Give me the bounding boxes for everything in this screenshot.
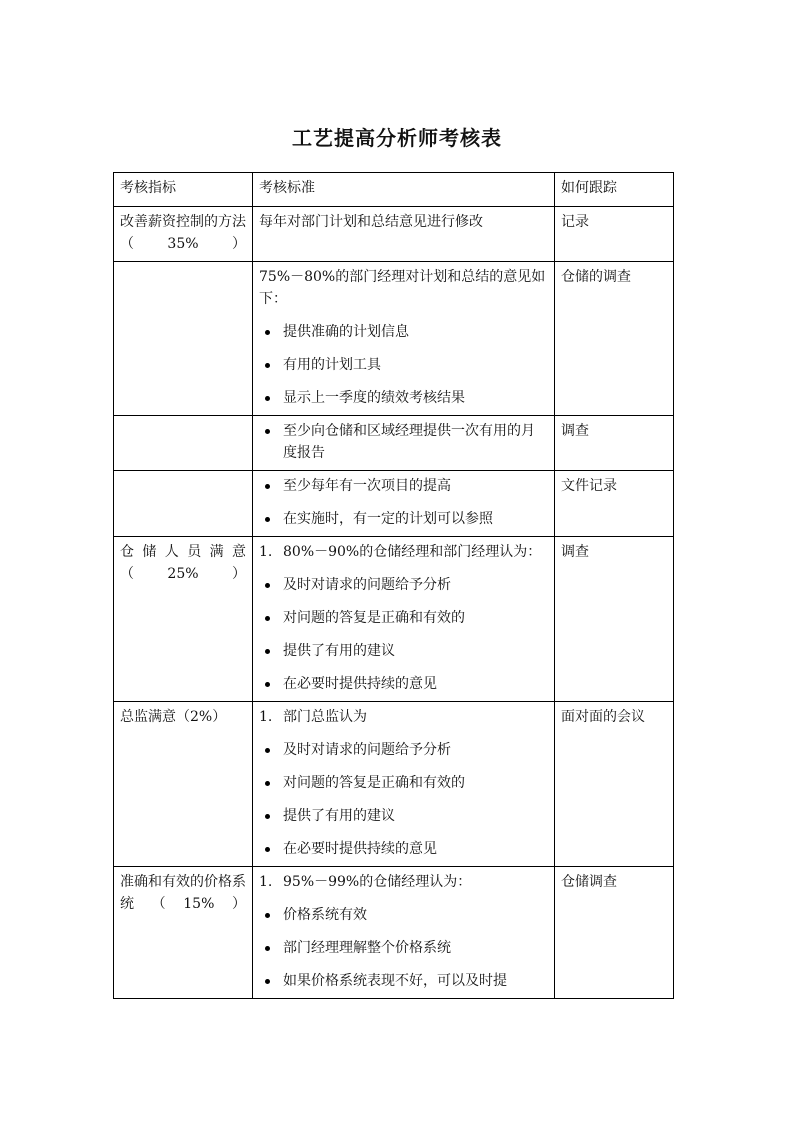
indicator-text: 改善薪资控制的方法（35%） [120, 214, 246, 252]
item-text: 95%－99%的仓储经理认为： [283, 874, 472, 890]
list-item: 显示上一季度的绩效考核结果 [259, 387, 548, 409]
table-row [114, 207, 674, 262]
list-item: 提供了有用的建议 [259, 805, 548, 827]
list-item: 对问题的答复是正确和有效的 [259, 772, 548, 794]
indicator-text: 准确和有效的价格系统（15%） [120, 874, 246, 912]
standard-text: 75%－80%的部门经理对计划和总结的意见如下： [259, 269, 546, 307]
standard-cell [253, 262, 555, 416]
table-row [114, 867, 674, 999]
indicator-cell [114, 207, 253, 262]
standard-cell [253, 471, 555, 537]
bullet-list [259, 739, 548, 860]
list-item: 价格系统有效 [259, 904, 548, 926]
list-item: 及时对请求的问题给予分析 [259, 739, 548, 761]
bullet-list [259, 574, 548, 695]
indicator-cell: 总监满意（2%） [114, 702, 253, 867]
standard-cell [253, 416, 555, 471]
standard-text: 每年对部门计划和总结意见进行修改 [259, 214, 483, 230]
indicator-cell [114, 471, 253, 537]
page-title: 工艺提高分析师考核表 [292, 126, 502, 150]
list-item: 至少向仓储和区域经理提供一次有用的月度报告 [259, 420, 548, 464]
indicator-text: 仓储人员满意（25%） [120, 544, 246, 582]
list-item: 至少每年有一次项目的提高 [259, 475, 548, 497]
evaluation-table [113, 172, 674, 999]
list-item: 部门经理理解整个价格系统 [259, 937, 548, 959]
item-number: 1. [259, 874, 273, 890]
tracking-cell: 记录 [555, 207, 674, 262]
list-item: 在必要时提供持续的意见 [259, 838, 548, 860]
item-number: 1. [259, 709, 273, 725]
standard-cell [253, 867, 555, 999]
table-row [114, 262, 674, 416]
table-row [114, 416, 674, 471]
tracking-cell: 仓储调查 [555, 867, 674, 999]
list-item: 提供准确的计划信息 [259, 321, 548, 343]
tracking-cell: 文件记录 [555, 471, 674, 537]
table-row [114, 537, 674, 702]
tracking-cell: 面对面的会议 [555, 702, 674, 867]
bullet-list [259, 475, 548, 530]
indicator-cell [114, 262, 253, 416]
list-item: 及时对请求的问题给予分析 [259, 574, 548, 596]
standard-cell [253, 702, 555, 867]
bullet-list [259, 420, 548, 464]
list-item: 如果价格系统表现不好，可以及时提 [259, 970, 548, 992]
bullet-list [259, 321, 548, 409]
indicator-cell [114, 867, 253, 999]
tracking-cell: 调查 [555, 537, 674, 702]
header-tracking: 如何跟踪 [555, 173, 674, 207]
table-header-row [114, 173, 674, 207]
tracking-cell: 仓储的调查 [555, 262, 674, 416]
numbered-item [259, 871, 548, 893]
indicator-cell [114, 537, 253, 702]
bullet-list [259, 904, 548, 992]
table-row [114, 471, 674, 537]
item-text: 部门总监认为 [283, 709, 367, 725]
header-indicator: 考核指标 [114, 173, 253, 207]
list-item: 在必要时提供持续的意见 [259, 673, 548, 695]
item-number: 1. [259, 544, 273, 560]
indicator-cell [114, 416, 253, 471]
tracking-cell: 调查 [555, 416, 674, 471]
list-item: 有用的计划工具 [259, 354, 548, 376]
standard-cell [253, 207, 555, 262]
numbered-item [259, 706, 548, 728]
list-item: 提供了有用的建议 [259, 640, 548, 662]
list-item: 在实施时，有一定的计划可以参照 [259, 508, 548, 530]
numbered-item [259, 541, 548, 563]
standard-cell [253, 537, 555, 702]
table-row [114, 702, 674, 867]
list-item: 对问题的答复是正确和有效的 [259, 607, 548, 629]
item-text: 80%－90%的仓储经理和部门经理认为： [283, 544, 542, 560]
header-standard: 考核标准 [253, 173, 555, 207]
